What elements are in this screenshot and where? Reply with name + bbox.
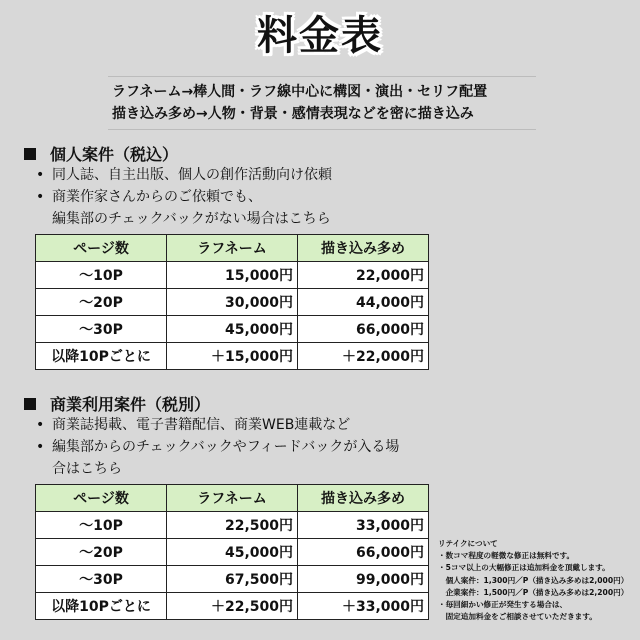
column-header: 描き込み多め [298, 485, 429, 512]
bullet-continuation: 編集部のチェックバックがない場合はこちら [52, 211, 331, 227]
table-row [36, 593, 429, 620]
bullet-item: • 商業作家さんからのご依頼でも、 [36, 186, 332, 208]
table-cell: 15,000円 [167, 262, 298, 289]
table-cell: 〜30P [36, 316, 167, 343]
note-line: ・5コマ以上の大幅修正は追加料金を頂戴します。 [438, 563, 610, 573]
table-cell: 〜10P [36, 262, 167, 289]
note-line: 個人案件：1,300円／P（描き込み多めは2,000円） [438, 575, 629, 585]
table-row [36, 316, 429, 343]
table-cell: 30,000円 [167, 289, 298, 316]
commercial-price-table [35, 484, 429, 620]
table-cell: 66,000円 [298, 316, 429, 343]
section-heading-text: 商業利用案件（税別） [50, 395, 211, 414]
commercial-bullets [36, 414, 399, 480]
table-cell: 〜20P [36, 289, 167, 316]
table-cell: ＋22,000円 [298, 343, 429, 370]
square-bullet-icon [24, 148, 36, 160]
table-cell: 〜30P [36, 566, 167, 593]
table-cell: ＋33,000円 [298, 593, 429, 620]
note-line: リテイクについて [438, 539, 498, 548]
table-cell: 66,000円 [298, 539, 429, 566]
table-cell: 22,500円 [167, 512, 298, 539]
table-row [36, 512, 429, 539]
table-cell: 67,500円 [167, 566, 298, 593]
table-header-row [36, 235, 429, 262]
square-bullet-icon [24, 398, 36, 410]
note-line: 固定追加料金をご相談させていただきます。 [438, 612, 597, 622]
table-cell: ＋15,000円 [167, 343, 298, 370]
table-cell: 〜10P [36, 512, 167, 539]
column-header: 描き込み多め [298, 235, 429, 262]
table-cell: 99,000円 [298, 566, 429, 593]
section-heading-commercial [24, 392, 210, 415]
note-line: ・毎回細かい修正が発生する場合は、 [438, 600, 568, 610]
summary-line: ラフネーム→棒人間・ラフ線中心に構図・演出・セリフ配置 [112, 84, 488, 100]
table-cell: 33,000円 [298, 512, 429, 539]
column-header: ページ数 [36, 485, 167, 512]
bullet-item: • 同人誌、自主出版、個人の創作活動向け依頼 [36, 164, 332, 186]
column-header: ページ数 [36, 235, 167, 262]
table-row [36, 343, 429, 370]
table-cell: 45,000円 [167, 316, 298, 343]
table-row [36, 539, 429, 566]
column-header: ラフネーム [167, 235, 298, 262]
table-cell: 以降10Pごとに [36, 593, 167, 620]
table-cell: ＋22,500円 [167, 593, 298, 620]
table-row [36, 566, 429, 593]
page-title: 料金表 [257, 13, 383, 59]
note-line: ・数コマ程度の軽微な修正は無料です。 [438, 551, 575, 561]
personal-bullets [36, 164, 332, 230]
table-row [36, 262, 429, 289]
table-row [36, 289, 429, 316]
table-cell: 44,000円 [298, 289, 429, 316]
bullet-item: • 編集部からのチェックバックやフィードバックが入る場 [36, 436, 399, 458]
table-cell: 〜20P [36, 539, 167, 566]
summary-box [108, 76, 536, 130]
bullet-item: • 商業誌掲載、電子書籍配信、商業WEB連載など [36, 414, 399, 436]
note-line: 企業案件：1,500円／P（描き込み多めは2,200円） [438, 587, 629, 597]
bullet-continuation: 合はこちら [52, 461, 122, 477]
section-heading-personal [24, 142, 178, 165]
retake-notes [438, 538, 628, 623]
section-heading-text: 個人案件（税込） [50, 145, 179, 164]
table-cell: 以降10Pごとに [36, 343, 167, 370]
summary-line: 描き込み多め→人物・背景・感情表現などを密に描き込み [112, 106, 474, 122]
column-header: ラフネーム [167, 485, 298, 512]
table-cell: 45,000円 [167, 539, 298, 566]
table-header-row [36, 485, 429, 512]
personal-price-table [35, 234, 429, 370]
table-cell: 22,000円 [298, 262, 429, 289]
